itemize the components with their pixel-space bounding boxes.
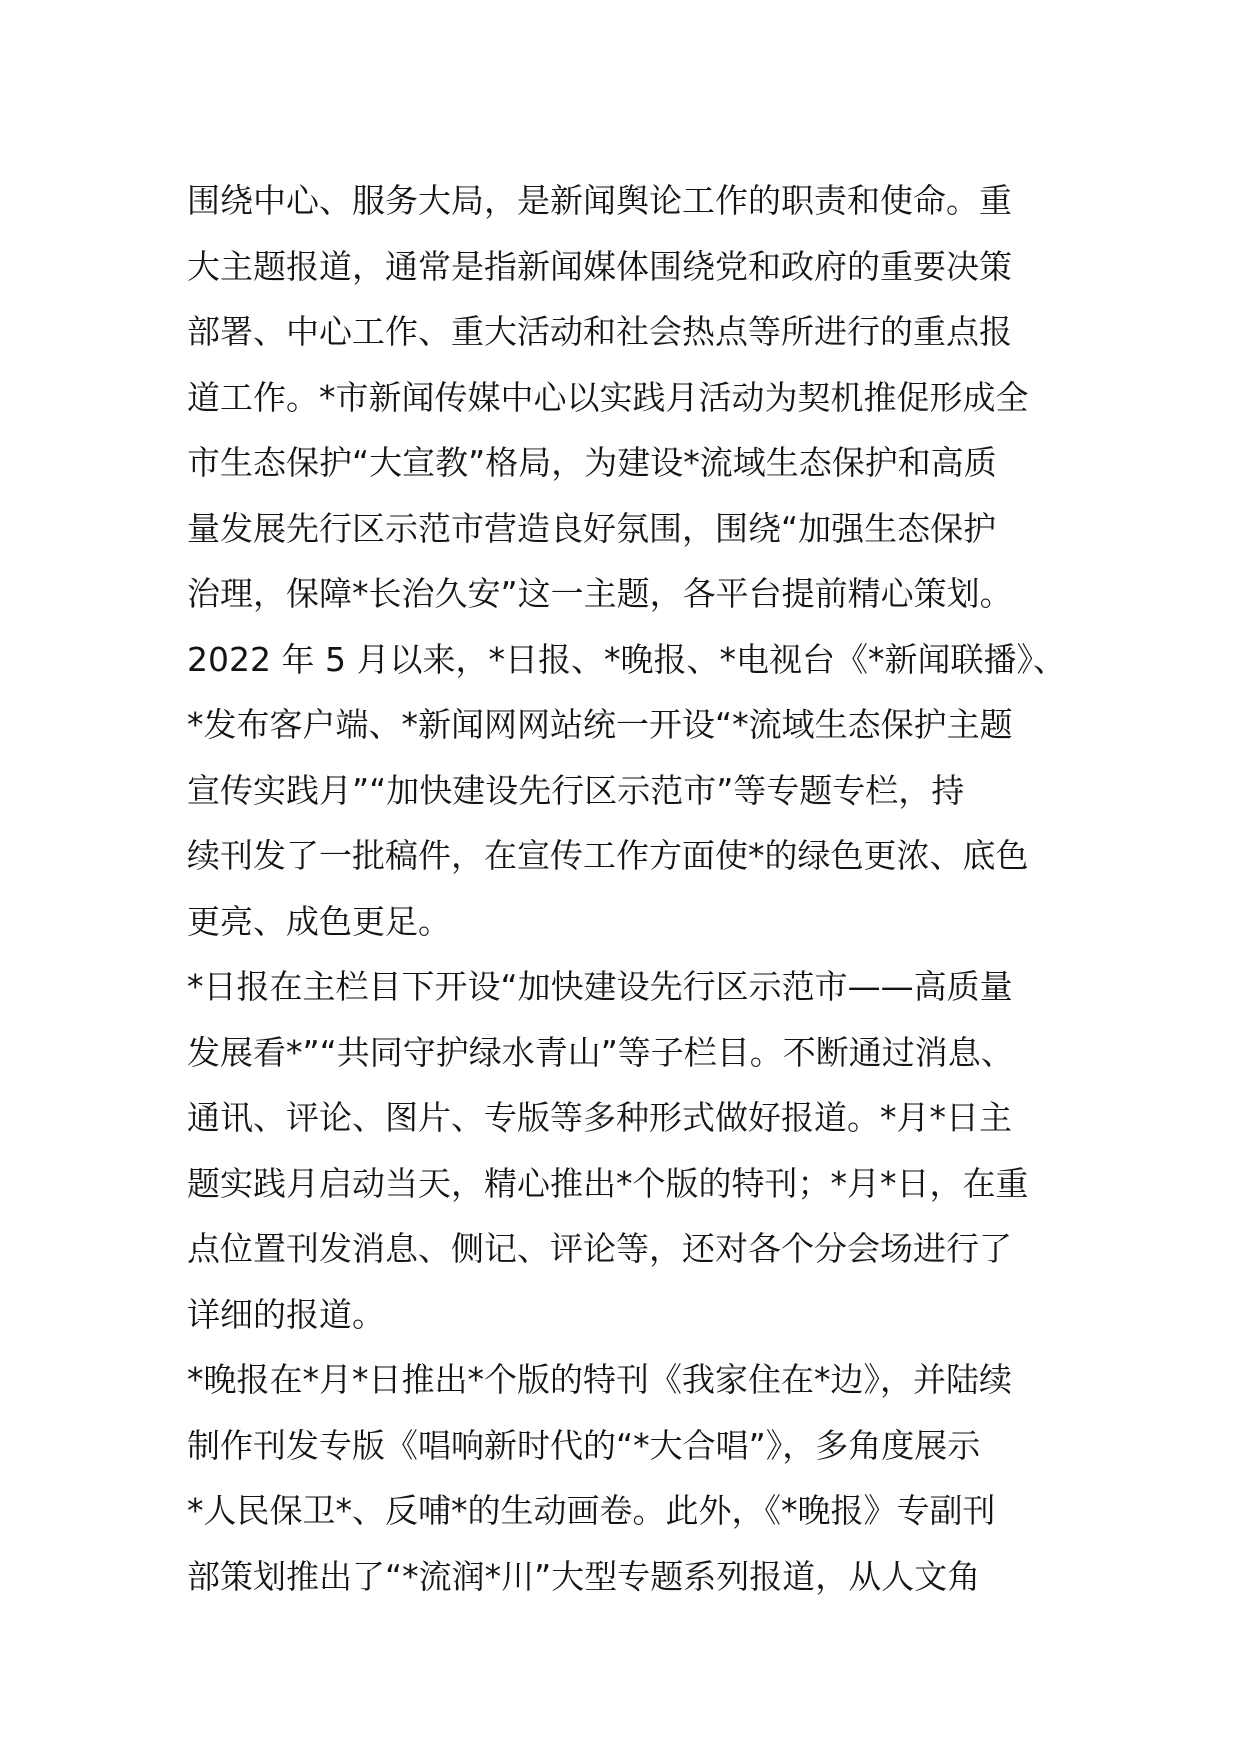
text-line: 详细的报道。: [187, 1294, 385, 1334]
text-line: 治理，保障*长治久安”这一主题，各平台提前精心策划。: [187, 574, 1013, 613]
text-line: 通讯、评论、图片、专版等多种形式做好报道。*月*日主: [187, 1098, 1012, 1137]
text-line: *发布客户端、*新闻网网站统一开设“*流域生态保护主题: [187, 705, 1013, 744]
text-line: 道工作。*市新闻传媒中心以实践月活动为契机推促形成全: [187, 377, 1029, 417]
text-line: *晚报在*月*日推出*个版的特刊《我家住在*边》，并陆续: [187, 1360, 1012, 1399]
text-line: 部策划推出了“*流润*川”大型专题系列报道，从人文角: [187, 1556, 981, 1596]
text-line: 大主题报道，通常是指新闻媒体围绕党和政府的重要决策: [187, 246, 1012, 286]
text-line: 发展看*”“共同守护绿水青山”等子栏目。不断通过消息、: [187, 1032, 1014, 1072]
text-line: 续刊发了一批稿件，在宣传工作方面使*的绿色更浓、底色: [187, 836, 1029, 875]
body-text: [187, 168, 1067, 1609]
text-line: *人民保卫*、反哺*的生动画卷。此外，《*晚报》专副刊: [187, 1491, 996, 1530]
text-line: 更亮、成色更足。: [187, 901, 451, 941]
text-line: 题实践月启动当天，精心推出*个版的特刊；*月*日，在重: [187, 1163, 1029, 1203]
text-line: 制作刊发专版《唱响新时代的“*大合唱”》，多角度展示: [187, 1425, 981, 1465]
text-line: 围绕中心、服务大局，是新闻舆论工作的职责和使命。重: [187, 181, 1012, 220]
text-line: 宣传实践月”“加快建设先行区示范市”等专题专栏，持: [187, 770, 965, 810]
text-line: 市生态保护“大宣教”格局，为建设*流域生态保护和高质: [187, 443, 997, 482]
text-line: *日报在主栏目下开设“加快建设先行区示范市——高质量: [187, 967, 1013, 1006]
text-line: 部署、中心工作、重大活动和社会热点等所进行的重点报: [187, 312, 1012, 351]
text-line: 2022 年 5 月以来，*日报、*晚报、*电视台《*新闻联播》、: [187, 639, 1066, 679]
text-line: 量发展先行区示范市营造良好氛围，围绕“加强生态保护: [187, 508, 997, 548]
text-line: 点位置刊发消息、侧记、评论等，还对各个分会场进行了: [187, 1229, 1012, 1268]
